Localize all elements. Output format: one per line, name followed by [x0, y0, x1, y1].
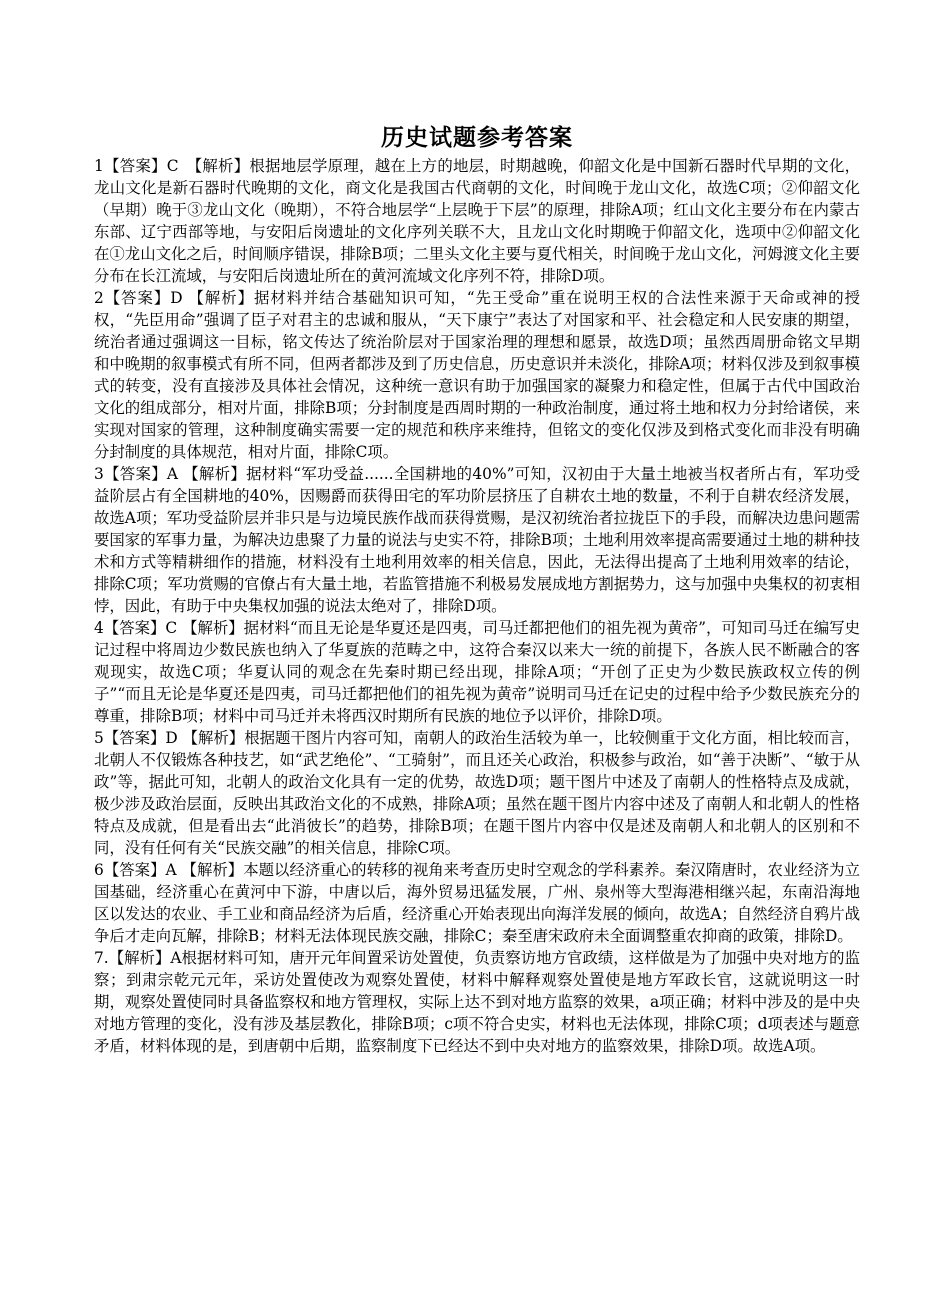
- answer-item-1: 1【答案】C 【解析】根据地层学原理，越在上方的地层，时期越晚，仰韶文化是中国新石器时代早期的文化，龙山文化是新石器时代晚期的文化，商文化是我国古代商朝的文化，时间晚于龙山文化，故选C项；②仰韶文化（早期）晚于③龙山文化（晚期），不符合地层学“上层晚于下层”的原理，排除A项；红山文化主要分布在内蒙古东部、辽宁西部等地，与安阳后岗遗址的文化序列关联不大，且龙山文化时期晚于仰韶文化，选项中②仰韶文化在①龙山文化之后，时间顺序错误，排除B项；二里头文化主要与夏代相关，时间晚于龙山文化，河姆渡文化主要分布在长江流域，与安阳后岗遗址所在的黄河流域文化序列不符，排除D项。: [94, 157, 860, 285]
- answer-item-6: 6【答案】A 【解析】本题以经济重心的转移的视角来考查历史时空观念的学科素养。秦汉隋唐时，农业经济为立国基础，经济重心在黄河中下游，中唐以后，海外贸易迅猛发展，广州、泉州等大型海港相继兴起，东南沿海地区以发达的农业、手工业和商品经济为后盾，经济重心开始表现出向海洋发展的倾向，故选A；自然经济自鸦片战争后才走向瓦解，排除B；材料无法体现民族交融，排除C；秦至唐宋政府未全面调整重农抑商的政策，排除D。: [94, 861, 860, 945]
- answer-document: [94, 123, 860, 1057]
- answer-item-5: 5【答案】D 【解析】根据题干图片内容可知，南朝人的政治生活较为单一，比较侧重于文化方面，相比较而言，北朝人不仅锻炼各种技艺，如“武艺绝伦”、“工骑射”，而且还关心政治，积极参与政治，如“善于决断”、“敏于从政”等，据此可知，北朝人的政治文化具有一定的优势，故选D项；题干图片中述及了南朝人的性格特点及成就，极少涉及政治层面，反映出其政治文化的不成熟，排除A项；虽然在题干图片内容中述及了南朝人和北朝人的性格特点及成就，但是看出去“此消彼长”的趋势，排除B项；在题干图片内容中仅是述及南朝人和北朝人的区别和不同，没有任何有关“民族交融”的相关信息，排除C项。: [94, 729, 860, 857]
- answer-item-2: 2【答案】D 【解析】据材料并结合基础知识可知，“先王受命”重在说明王权的合法性来源于天命或神的授权，“先臣用命”强调了臣子对君主的忠诚和服从，“天下康宁”表达了对国家和平、社会稳定和人民安康的期望，统治者通过强调这一目标，铭文传达了统治阶层对于国家治理的理想和愿景，故选D项；虽然西周册命铭文早期和中晚期的叙事模式有所不同，但两者都涉及到了历史信息，历史意识并未淡化，排除A项；材料仅涉及到叙事模式的转变，没有直接涉及具体社会情况，这种统一意识有助于加强国家的凝聚力和稳定性，但属于古代中国政治文化的组成部分，相对片面，排除B项；分封制度是西周时期的一种政治制度，通过将土地和权力分封给诸侯，来实现对国家的管理，这种制度确实需要一定的规范和秩序来维持，但铭文的变化仅涉及到格式变化而非没有明确分封制度的具体规范，相对片面，排除C项。: [94, 289, 860, 461]
- answer-item-4: 4【答案】C 【解析】据材料“而且无论是华夏还是四夷，司马迁都把他们的祖先视为黄帝”，可知司马迁在编写史记过程中将周边少数民族也纳入了华夏族的范畴之中，这符合秦汉以来大一统的前提下，各族人民不断融合的客观现实，故选C项；华夏认同的观念在先秦时期已经出现，排除A项；“开创了正史为少数民族政权立传的例子”“而且无论是华夏还是四夷，司马迁都把他们的祖先视为黄帝”说明司马迁在记史的过程中给予少数民族充分的尊重，排除B项；材料中司马迁并未将西汉时期所有民族的地位予以评价，排除D项。: [94, 619, 860, 725]
- answer-list: [94, 155, 860, 1057]
- answer-item-3: 3【答案】A 【解析】据材料“军功受益......全国耕地的40%”可知，汉初由于大量土地被当权者所占有，军功受益阶层占有全国耕地的40%，因赐爵而获得田宅的军功阶层挤压了自耕农土地的数量，不利于自耕农经济发展，故选A项；军功受益阶层并非只是与边境民族作战而获得赏赐，是汉初统治者拉拢臣下的手段，而解决边患问题需要国家的军事力量，为解决边患聚了力量的说法与史实不符，排除B项；土地利用效率提高需要通过土地的耕种技术和方式等精耕细作的措施，材料没有土地利用效率的相关信息，因此，无法得出提高了土地利用效率的结论，排除C项；军功赏赐的官僚占有大量土地，若监管措施不利极易发展成地方割据势力，这与加强中央集权的初衷相悖，因此，有助于中央集权加强的说法太绝对了，排除D项。: [94, 465, 860, 615]
- page-title: 历史试题参考答案: [381, 124, 573, 151]
- answer-item-7: 7.【解析】A根据材料可知，唐开元年间置采访处置使，负责察访地方官政绩，这样做是为了加强中央对地方的监察；到肃宗乾元元年，采访处置使改为观察处置使，材料中解释观察处置使是地方军政长官，这就说明这一时期，观察处置使同时具备监察权和地方管理权，实际上达不到对地方监察的效果，a项正确；材料中涉及的是中央对地方管理的变化，没有涉及基层教化，排除B项；c项不符合史实，材料也无法体现，排除C项；d项表述与题意矛盾，材料体现的是，到唐朝中后期，监察制度下已经达不到中央对地方的监察效果，排除D项。故选A项。: [94, 949, 860, 1055]
